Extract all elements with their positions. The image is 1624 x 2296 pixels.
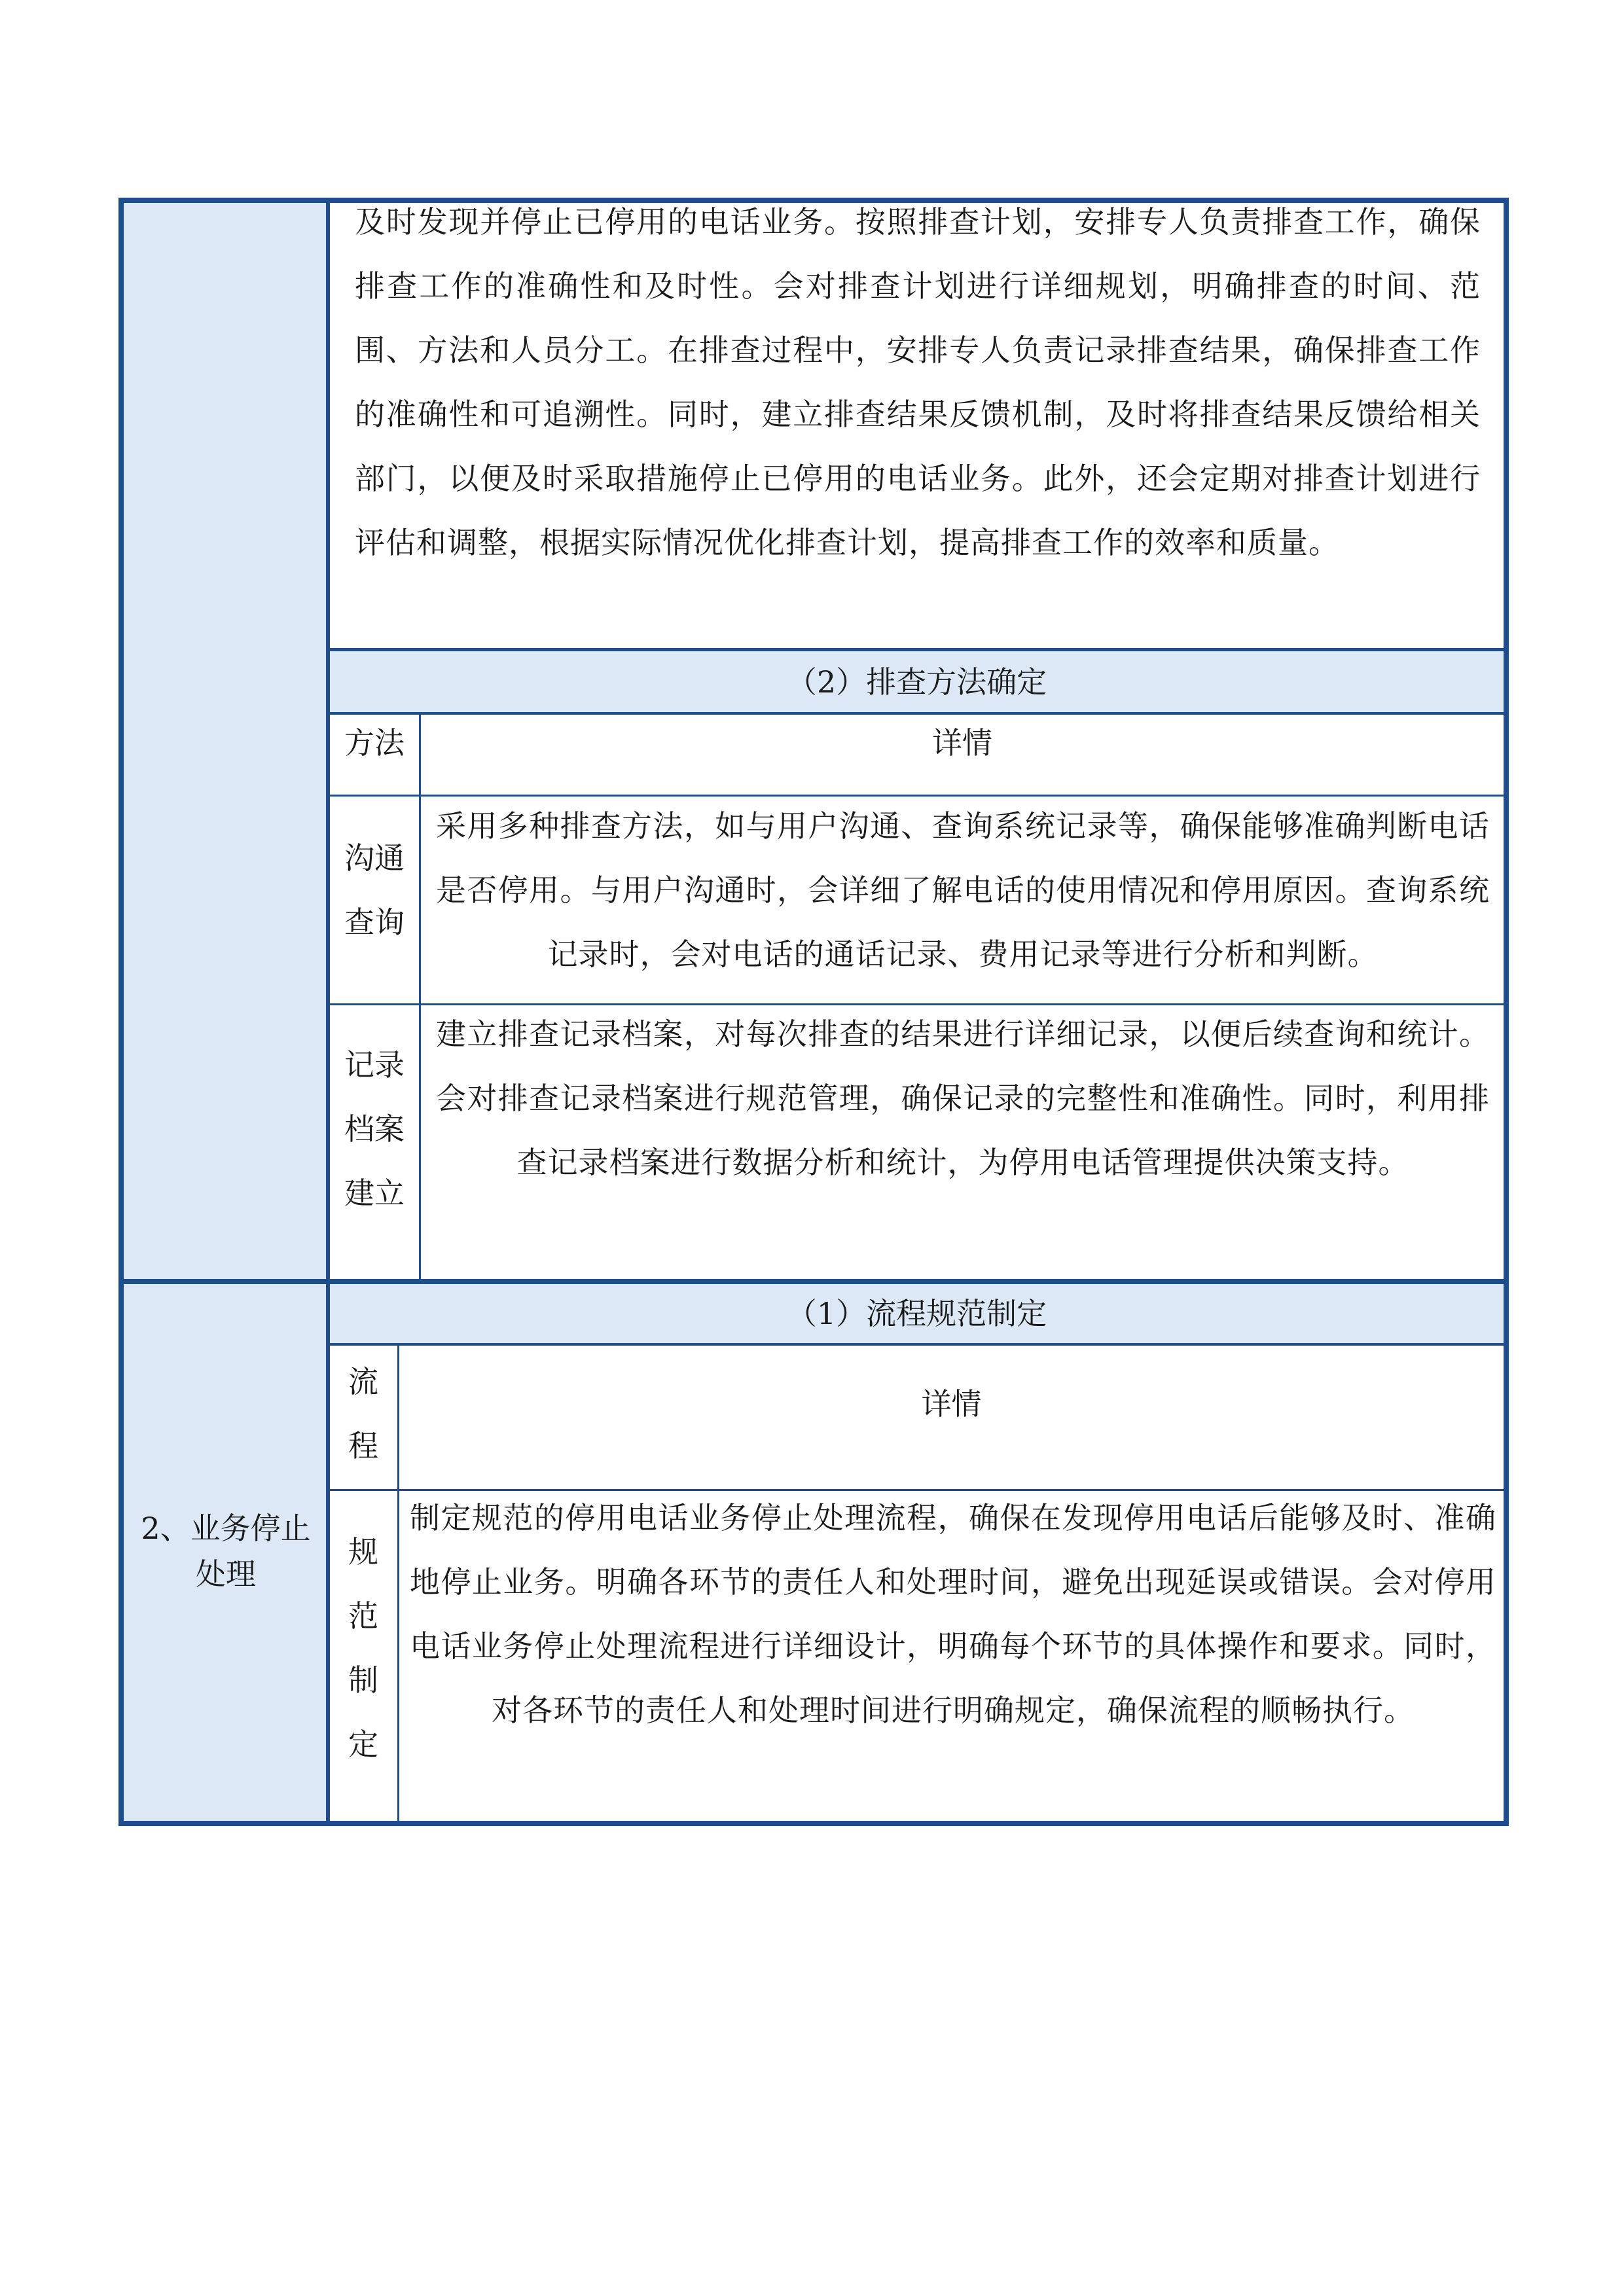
continuation-paragraph: 及时发现并停止已停用的电话业务。按照排查计划，安排专人负责排查工作，确保排查工作的准确性和及时性。会对排查计划进行详细规划，明确排查的时间、范围、方法和人员分工。在排查过程中，安排专人负责记录排查结果，确保排查工作的准确性和可追溯性。同时，建立排查结果反馈机制，及时将排查结果反馈给相关部门，以便及时采取措施停止已停用的电话业务。此外，还会定期对排查计划进行评估和调整，根据实际情况优化排查计划，提高排查工作的效率和质量。 [355,204,1481,560]
method-label-record-archive: 记录档案建立 [344,1047,405,1211]
section-label-business-stop: 2、业务停止处理 [141,1511,311,1592]
process-label-spec-setting: 规范制定 [348,1534,378,1762]
header-detail: 详情 [932,725,992,761]
subheading-process-spec: （1）流程规范制定 [786,1296,1047,1331]
detail-spec-setting: 制定规范的停用电话业务停止处理流程，确保在发现停用电话后能够及时、准确地停止业务。明确各环节的责任人和处理时间，避免出现延误或错误。会对停用电话业务停止处理流程进行详细设计，明确每个环节的具体操作和要求。同时，对各环节的责任人和处理时间进行明确规定，确保流程的顺畅执行。 [410,1500,1496,1728]
header-process-detail: 详情 [921,1386,982,1422]
method-column-divider [419,712,421,1279]
rule-under-subheading-bottom [326,1343,1509,1346]
header-method: 方法 [344,725,405,761]
header-process: 流程 [348,1364,378,1463]
method-label-communication-query: 沟通查询 [344,840,405,940]
left-column-divider [326,198,330,1826]
rule-under-continuation [326,648,1509,651]
subheading-method-determination: （2）排查方法确定 [786,664,1047,700]
rule-section-separator [118,1279,1509,1284]
detail-communication-query: 采用多种排查方法，如与用户沟通、查询系统记录等，确保能够准确判断电话是否停用。与用户沟通时，会详细了解电话的使用情况和停用原因。查询系统记录时，会对电话的通话记录、费用记录等进行分析和判断。 [436,808,1490,972]
detail-record-archive: 建立排查记录档案，对每次排查的结果进行详细记录，以便后续查询和统计。会对排查记录档案进行规范管理，确保记录的完整性和准确性。同时，利用排查记录档案进行数据分析和统计，为停用电话管理提供决策支持。 [436,1016,1490,1180]
